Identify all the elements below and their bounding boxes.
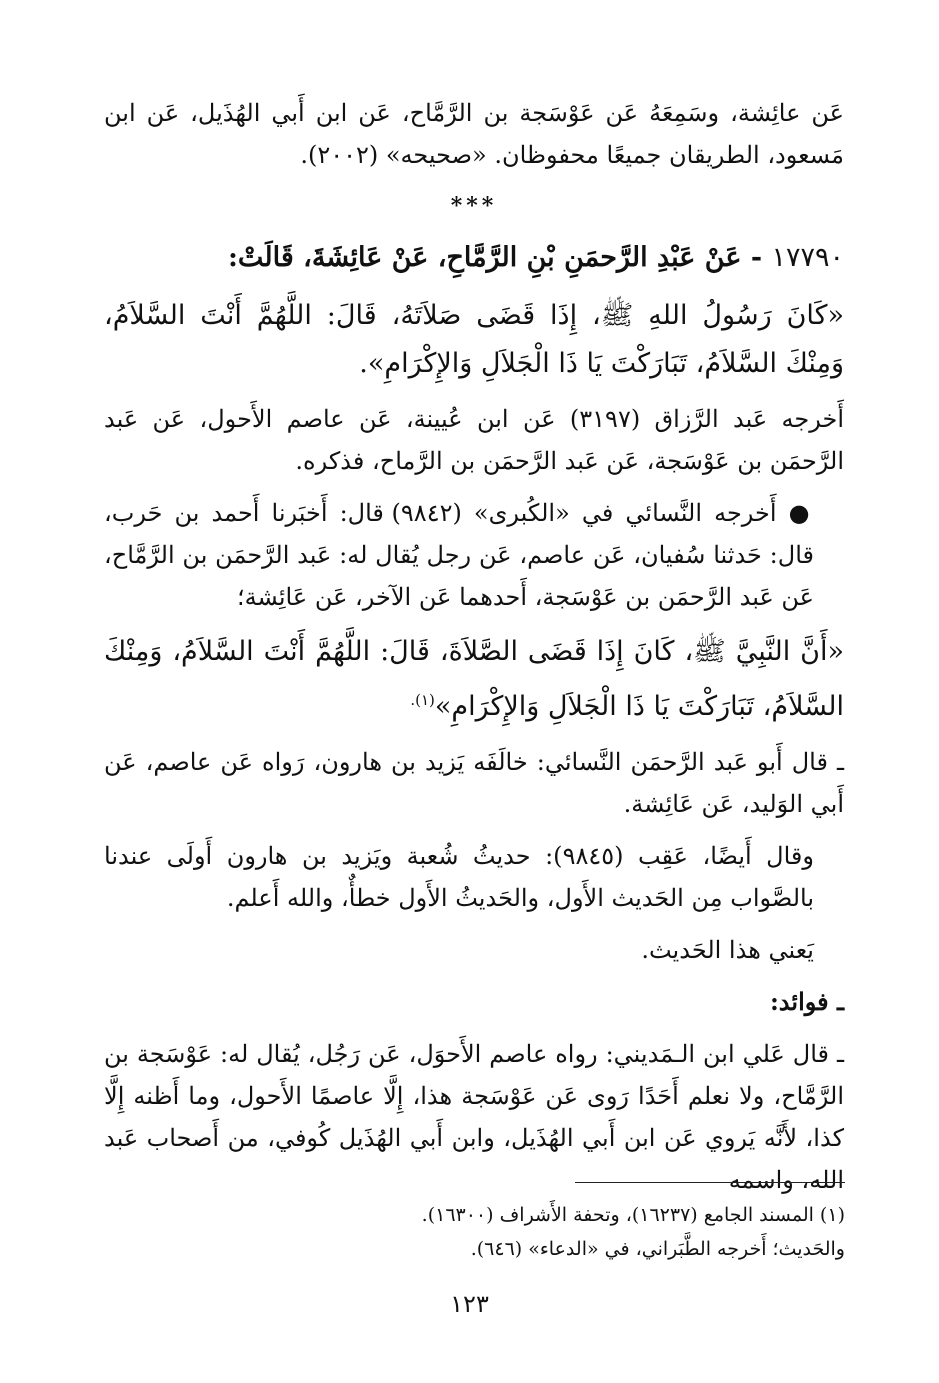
nasai-note-2: وقال أَيضًا، عَقِب (٩٨٤٥): حديثُ شُعبة ويَزيد بن هارون أَولَى عندنا بالصَّواب مِن الحَديث الأَول، والحَديثُ الأَول خطأٌ، والله أَعلم. xyxy=(104,842,814,912)
footnote-divider xyxy=(575,1182,845,1183)
section-separator: *** xyxy=(450,193,498,219)
takhrij-abdulrazzaq: أَخرجه عَبد الرَّزاق (٣١٩٧) عَن ابن عُيينة، عَن عاصم الأَحول، عَن عَبد الرَّحمَن بن عَوْسَجة، عَن عَبد الرَّحمَن بن الرَّماح، فذكره. xyxy=(104,405,845,475)
intro-line-2: جميعًا محفوظان. «صحيحه» (٢٠٠٢). xyxy=(300,141,662,169)
hadith-number: ١٧٧٩٠ xyxy=(771,242,844,273)
takhrij-nasai-text: أَخرجه النَّسائي في «الكُبرى» (٩٨٤٢) قال: أَخبَرنا أَحمد بن حَرب، قال: حَدثنا سُفيان، عَن عاصم، عَن رجل يُقال له: عَبد الرَّحمَن بن الرَّمَّاح، عَن عَبد الرَّحمَن بن عَوْسَجة، أَحدهما عَن الآخر، عَن عَائِشة؛ xyxy=(104,499,814,611)
footnote-1: (١) المسند الجامع (١٦٢٣٧)، وتحفة الأَشراف (١٦٣٠٠). xyxy=(421,1204,845,1226)
hadith-matn-2 xyxy=(104,628,844,731)
main-text xyxy=(104,92,844,1211)
hadith-isnad: - عَنْ عَبْدِ الرَّحمَنِ بْنِ الرَّمَّاحِ، عَنْ عَائِشَةَ، قَالَتْ: xyxy=(227,242,763,273)
intro-paragraph xyxy=(104,92,844,176)
footnote-2: والحَديث؛ أَخرجه الطَّبَراني، في «الدعاء» (٦٤٦). xyxy=(470,1238,845,1260)
matn-2-text: «أَنَّ النَّبِيَّ ﷺ، كَانَ إِذَا قَضَى الصَّلاَةَ، قَالَ: اللَّهُمَّ أَنْتَ السَّلاَمُ، وَمِنْكَ السَّلاَمُ، تَبَارَكْتَ يَا ذَا الْجَلاَلِ وَالإِكْرَامِ» xyxy=(104,636,844,722)
bullet-icon: ● xyxy=(788,499,814,527)
nasai-note: ـ قال أَبو عَبد الرَّحمَن النَّسائي: خالَفَه يَزيد بن هارون، رَواه عَن عاصم، عَن أَبي الوَليد، عَن عَائِشة. xyxy=(104,748,844,818)
footnote-ref: (١). xyxy=(410,691,435,709)
nasai-note-3: يَعني هذا الحَديث. xyxy=(641,936,814,964)
hadith-matn: «كَانَ رَسُولُ اللهِ ﷺ، إِذَا قَضَى صَلاَتَهُ، قَالَ: اللَّهُمَّ أَنْتَ السَّلاَمُ، وَمِنْكَ السَّلاَمُ، تَبَارَكْتَ يَا ذَا الْجَلاَلِ وَالإِكْرَامِ». xyxy=(104,300,844,379)
intro-line-1: عَن عائِشة، وسَمِعَهُ عَن عَوْسَجة بن الرَّمَّاح، عَن ابن أَبي الهُذَيل، عَن ابن مَسعود، الطريقان xyxy=(104,99,844,169)
takhrij-nasai xyxy=(104,492,844,618)
page-number: ١٢٣ xyxy=(450,1290,489,1318)
benefits-heading: ـ فوائد: xyxy=(769,987,844,1016)
hadith-header xyxy=(104,234,844,282)
benefits-text: ـ قال عَلي ابن الـمَديني: رواه عاصم الأَحوَل، عَن رَجُل، يُقال له: عَوْسَجة بن الرَّمَّاح، ولا نعلم أَحَدًا رَوى عَن عَوْسَجة هذا، إِلَّا عاصمًا الأَحول، وما أَظنه إِلَّا كذا، لأَنَّه يَروي عَن ابن أَبي الهُذَيل، وابن أَبي الهُذَيل كُوفي، من أَصحاب عَبد الله، واسمه xyxy=(104,1040,844,1194)
footnotes xyxy=(360,1198,845,1266)
